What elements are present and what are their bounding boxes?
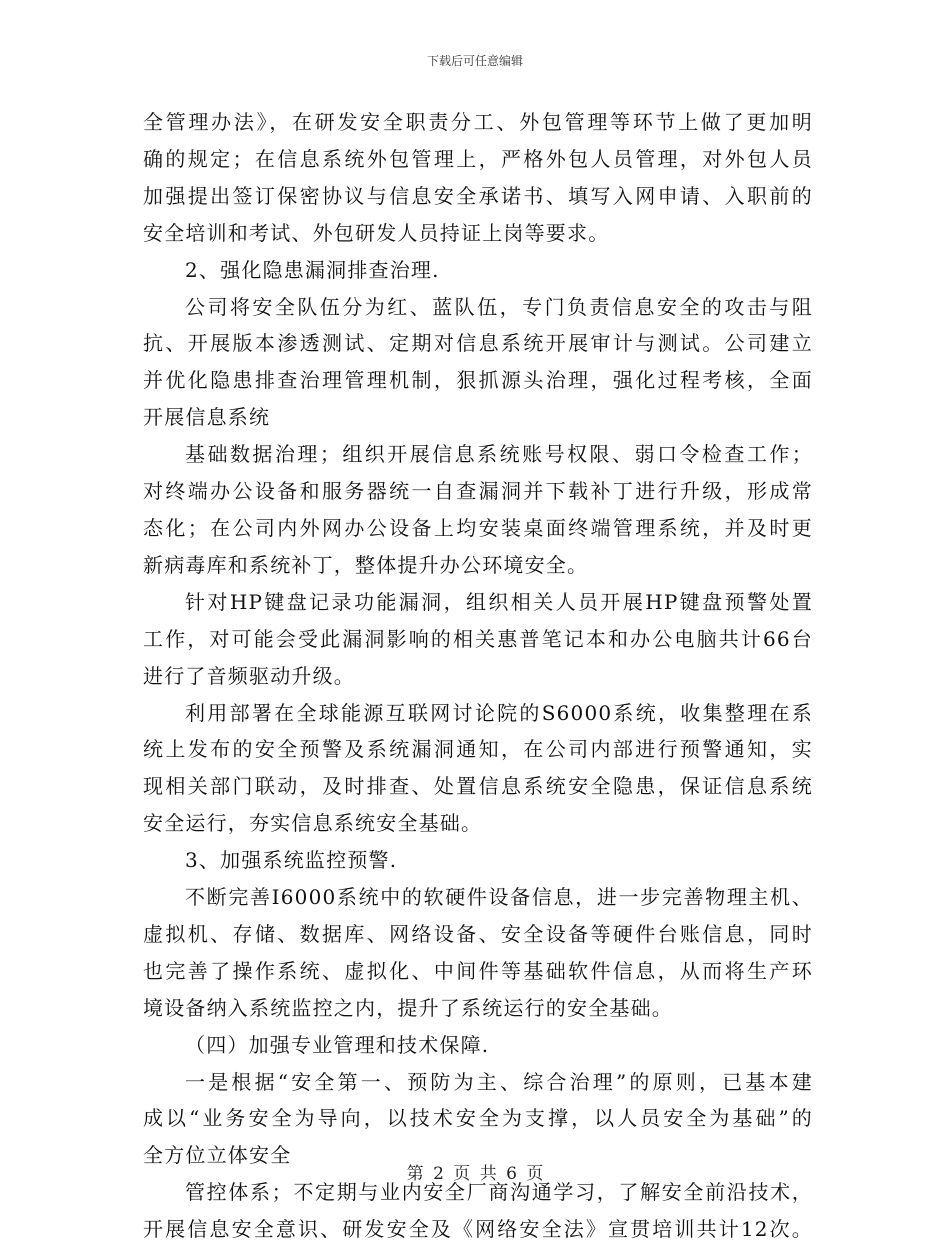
- text-line: 2、强化隐患漏洞排查治理.: [185, 257, 440, 282]
- page-header: 下载后可任意编辑: [426, 54, 523, 68]
- text-line: 安全运行，夯实信息系统安全基础。: [143, 811, 483, 836]
- text-line: 加强提出签订保密协议与信息安全承诺书、填写入网申请、入职前的: [143, 183, 813, 208]
- page-footer: 第 2 页 共 6 页: [406, 1164, 544, 1184]
- text-line: 现相关部门联动，及时排查、处置信息系统安全隐患，保证信息系统: [143, 774, 813, 799]
- text-line: 也完善了操作系统、虚拟化、中间件等基础软件信息，从而将生产环: [143, 958, 813, 983]
- text-line: （四）加强专业管理和技术保障.: [185, 1032, 490, 1057]
- text-line: 工作，对可能会受此漏洞影响的相关惠普笔记本和办公电脑共计66台: [143, 626, 813, 651]
- text-line: 利用部署在全球能源互联网讨论院的S6000系统，收集整理在系: [185, 700, 813, 725]
- text-line: 全方位立体安全: [143, 1143, 292, 1168]
- text-line: 开展信息安全意识、研发安全及《网络安全法》宣贯培训共计12次。: [143, 1217, 813, 1242]
- document-body: [143, 104, 813, 1248]
- text-line: 不断完善I6000系统中的软硬件设备信息，进一步完善物理主机、: [185, 885, 813, 910]
- text-line: 确的规定；在信息系统外包管理上，严格外包人员管理，对外包人员: [143, 146, 813, 171]
- text-line: 进行了音频驱动升级。: [143, 663, 355, 688]
- text-line: 全管理办法》，在研发安全职责分工、外包管理等环节上做了更加明: [143, 110, 813, 134]
- text-line: 一是根据“安全第一、预防为主、综合治理”的原则，已基本建: [185, 1069, 813, 1094]
- text-line: 管控体系；不定期与业内安全厂商沟通学习，了解安全前沿技术，: [185, 1180, 813, 1205]
- text-line: 境设备纳入系统监控之内，提升了系统运行的安全基础。: [143, 995, 673, 1020]
- text-line: 针对HP键盘记录功能漏洞，组织相关人员开展HP键盘预警处置: [185, 589, 813, 614]
- text-line: 对终端办公设备和服务器统一自查漏洞并下载补丁进行升级，形成常: [143, 479, 813, 504]
- text-line: 安全培训和考试、外包研发人员持证上岗等要求。: [143, 220, 610, 245]
- text-line: 基础数据治理；组织开展信息系统账号权限、弱口令检查工作；: [185, 442, 813, 467]
- text-line: 并优化隐患排查治理管理机制，狠抓源头治理，强化过程考核，全面: [143, 368, 813, 393]
- text-line: 抗、开展版本渗透测试、定期对信息系统开展审计与测试。公司建立: [143, 331, 813, 356]
- text-line: 新病毒库和系统补丁，整体提升办公环境安全。: [143, 552, 589, 577]
- text-line: 态化；在公司内外网办公设备上均安装桌面终端管理系统，并及时更: [143, 515, 813, 540]
- text-line: 统上发布的安全预警及系统漏洞通知，在公司内部进行预警通知，实: [143, 737, 813, 762]
- text-line: 公司将安全队伍分为红、蓝队伍，专门负责信息安全的攻击与阻: [185, 294, 813, 319]
- text-line: 3、加强系统监控预警.: [185, 848, 398, 873]
- text-line: 开展信息系统: [143, 405, 271, 430]
- text-line: 成以“业务安全为导向，以技术安全为支撑，以人员安全为基础”的: [143, 1106, 813, 1131]
- text-line: 虚拟机、存储、数据库、网络设备、安全设备等硬件台账信息，同时: [143, 921, 813, 946]
